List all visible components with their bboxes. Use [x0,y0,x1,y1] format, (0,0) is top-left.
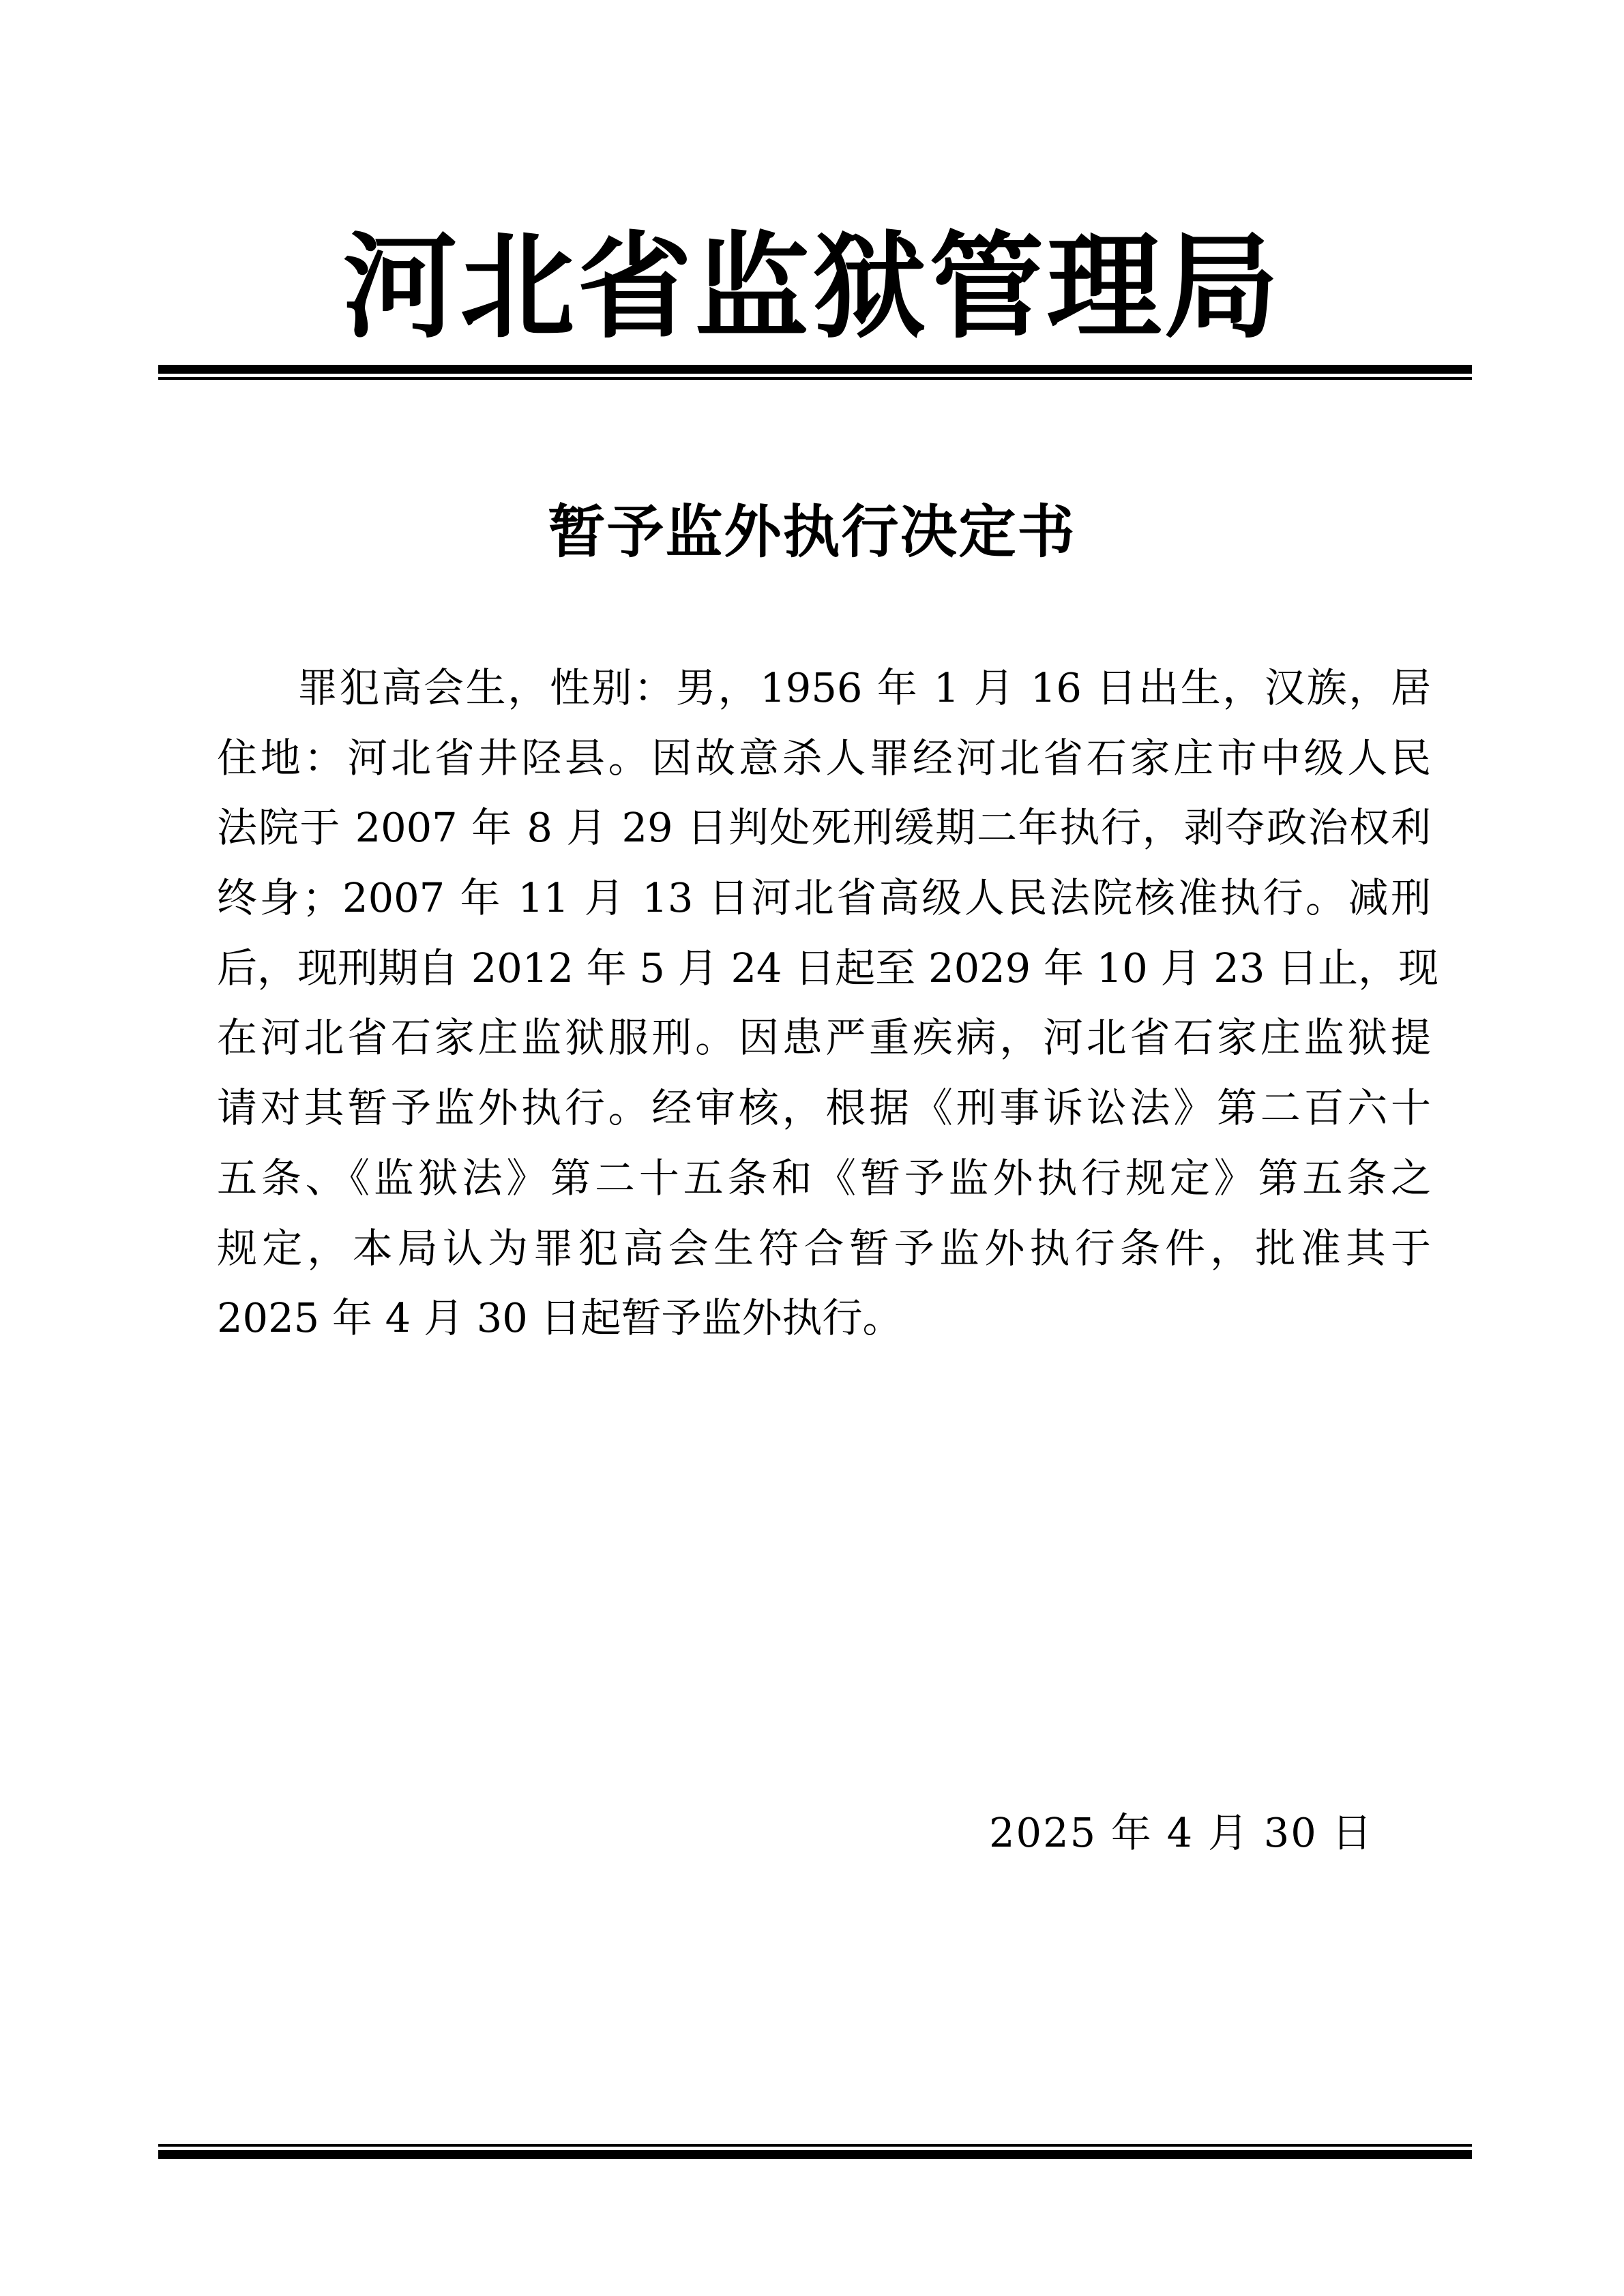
body-line: 法院于 2007 年 8 月 29 日判处死刑缓期二年执行，剥夺政治权利 [217,804,1431,852]
document-body [217,653,1439,1354]
body-line: 请对其暂予监外执行。经审核，根据《刑事诉讼法》第二百六十 [217,1084,1431,1132]
footer-divider-thick [158,2150,1472,2159]
footer-divider-thin [158,2144,1472,2147]
letterhead-divider-thin [158,377,1472,380]
body-line: 后，现刑期自 2012 年 5 月 24 日起至 2029 年 10 月 23 日止，现 [217,944,1439,992]
letterhead-divider-thick [158,365,1472,374]
document-title: 暂予监外执行决定书 [548,498,1076,565]
body-line: 规定，本局认为罪犯高会生符合暂予监外执行条件，批准其于 [217,1224,1431,1272]
body-line: 住地：河北省井陉县。因故意杀人罪经河北省石家庄市中级人民 [217,734,1431,781]
body-line: 罪犯高会生，性别：男，1956 年 1 月 16 日出生，汉族，居 [297,664,1431,711]
body-line: 终身；2007 年 11 月 13 日河北省高级人民法院核准执行。减刑 [217,874,1431,922]
body-line: 五条、《监狱法》第二十五条和《暂予监外执行规定》第五条之 [217,1154,1431,1202]
body-line: 在河北省石家庄监狱服刑。因患严重疾病，河北省石家庄监狱提 [217,1014,1431,1062]
letterhead-title: 河北省监狱管理局 [342,219,1282,354]
body-line: 2025 年 4 月 30 日起暂予监外执行。 [217,1294,903,1342]
document-date: 2025 年 4 月 30 日 [989,1809,1374,1856]
